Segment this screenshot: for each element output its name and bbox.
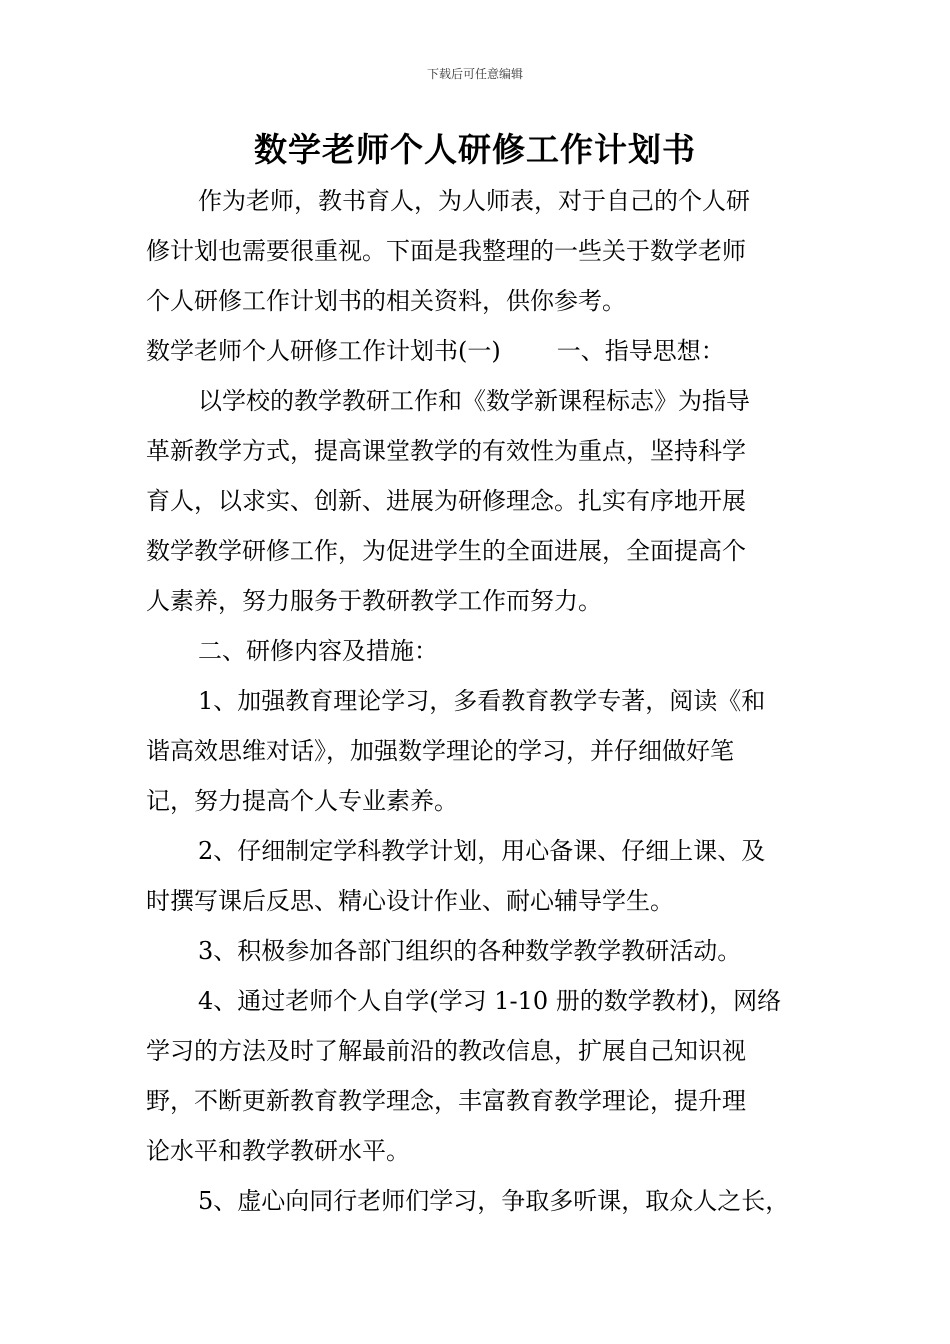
paragraph-line: 记，努力提高个人专业素养。 bbox=[146, 787, 458, 815]
list-item: 2、仔细制定学科教学计划，用心备课、仔细上课、及 bbox=[198, 837, 766, 865]
paragraph-line: 野，不断更新教育教学理念，丰富教育教学理论，提升理 bbox=[146, 1087, 746, 1115]
paragraph-line: 革新教学方式，提高课堂教学的有效性为重点，坚持科学 bbox=[146, 437, 746, 465]
document-body bbox=[146, 176, 806, 1226]
document-title: 数学老师个人研修工作计划书 bbox=[254, 130, 696, 169]
section-heading: 一、指导思想： bbox=[556, 337, 725, 365]
list-item: 5、虚心向同行老师们学习，争取多听课，取众人之长， bbox=[198, 1187, 790, 1215]
paragraph-line: 以学校的教学教研工作和《数学新课程标志》为指导 bbox=[198, 387, 750, 415]
paragraph-line: 数学教学研修工作，为促进学生的全面进展，全面提高个 bbox=[146, 537, 746, 565]
paragraph-line: 个人研修工作计划书的相关资料，供你参考。 bbox=[146, 287, 626, 315]
paragraph-line: 时撰写课后反思、精心设计作业、耐心辅导学生。 bbox=[146, 887, 674, 915]
list-item: 1、加强教育理论学习，多看教育教学专著，阅读《和 bbox=[198, 687, 766, 715]
paragraph-line: 作为老师，教书育人，为人师表，对于自己的个人研 bbox=[198, 187, 750, 215]
paragraph-line: 论水平和教学教研水平。 bbox=[146, 1137, 410, 1165]
paragraph-line: 学习的方法及时了解最前沿的教改信息，扩展自己知识视 bbox=[146, 1037, 746, 1065]
paragraph-line: 人素养，努力服务于教研教学工作而努力。 bbox=[146, 587, 602, 615]
paragraph-line: 育人，以求实、创新、进展为研修理念。扎实有序地开展 bbox=[146, 487, 746, 515]
subtitle: 数学老师个人研修工作计划书(一) bbox=[146, 337, 501, 365]
list-item: 4、通过老师个人自学(学习 1-10 册的数学教材)，网络 bbox=[198, 987, 782, 1015]
paragraph-line: 修计划也需要很重视。下面是我整理的一些关于数学老师 bbox=[146, 237, 746, 265]
header-note: 下载后可任意编辑 bbox=[426, 67, 523, 81]
section-heading: 二、研修内容及措施： bbox=[198, 637, 438, 665]
section-heading-line bbox=[146, 326, 806, 376]
list-item: 3、积极参加各部门组织的各种数学教学教研活动。 bbox=[198, 937, 742, 965]
paragraph-line: 谐高效思维对话》，加强数学理论的学习，并仔细做好笔 bbox=[146, 737, 734, 765]
